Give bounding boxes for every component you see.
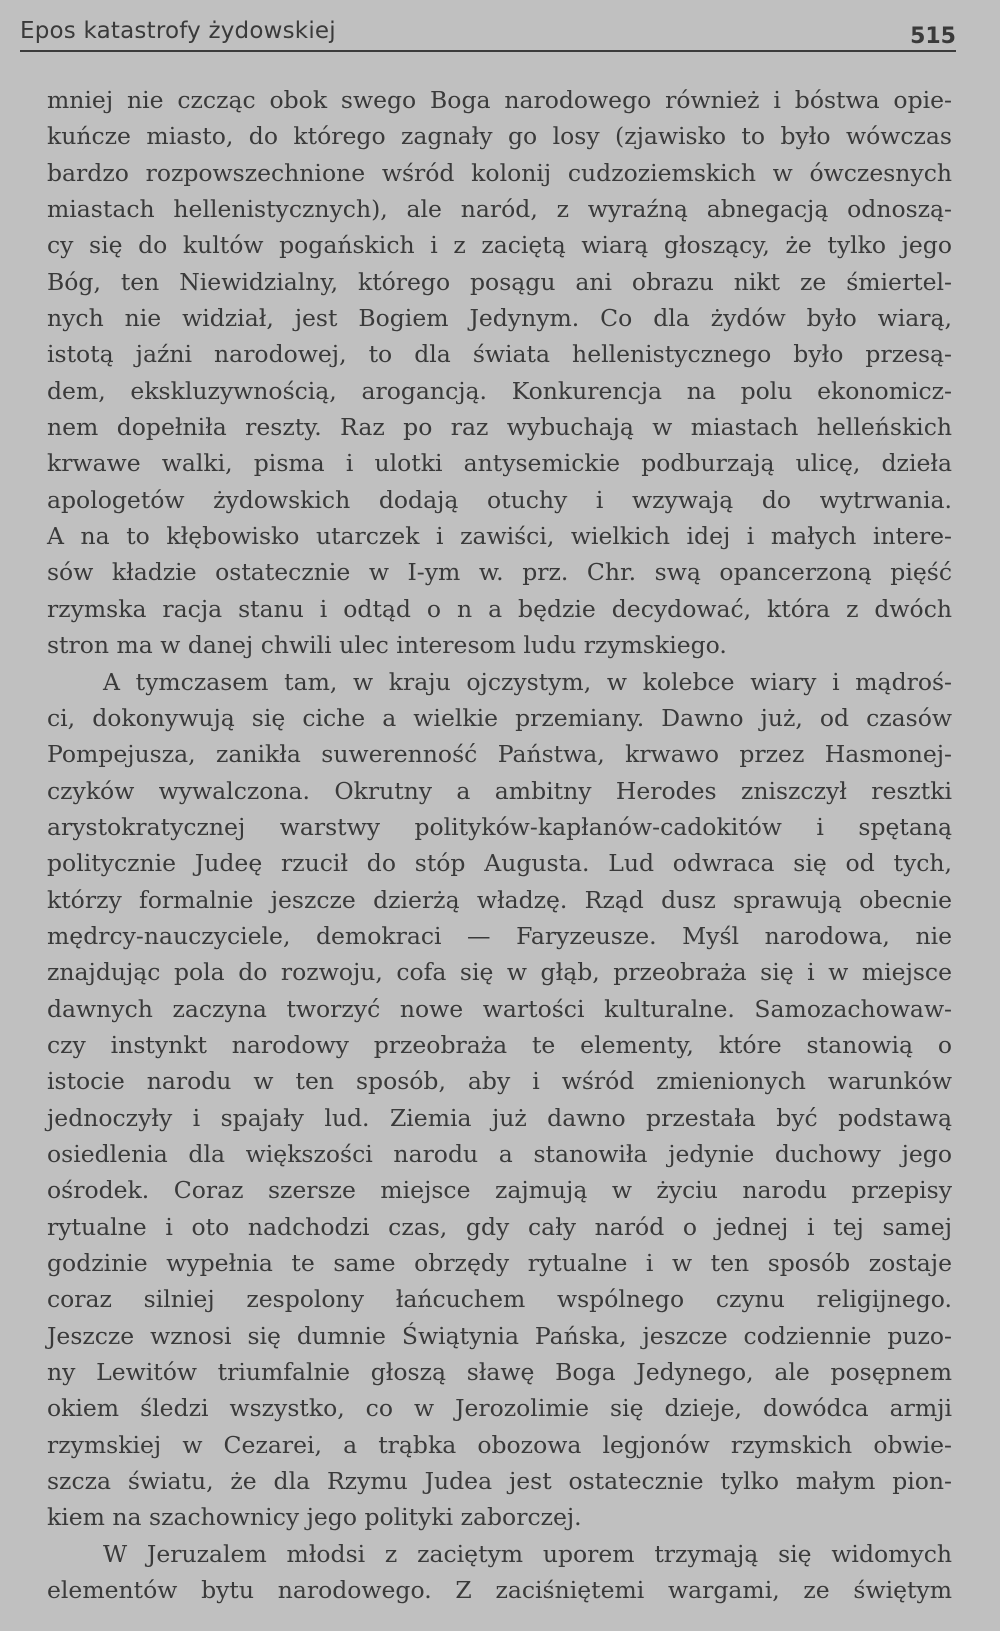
text-line: istotą jaźni narodowej, to dla świata hellenistycznego było przesą- [47, 340, 952, 369]
text-line: kuńcze miasto, do którego zagnały go losy (zjawisko to było wówczas [47, 122, 952, 151]
text-line: dawnych zaczyna tworzyć nowe wartości kulturalne. Samozachowaw- [47, 994, 952, 1023]
running-head-title: Epos katastrofy żydowskiej [20, 18, 336, 44]
body-text [47, 82, 952, 1608]
text-line: którzy formalnie jeszcze dzierżą władzę. Rząd dusz sprawują obecnie [47, 885, 952, 914]
text-line: Pompejusza, zanikła suwerenność Państwa, krwawo przez Hasmonej- [47, 740, 952, 769]
text-line: A tymczasem tam, w kraju ojczystym, w kolebce wiary i mądroś- [103, 667, 952, 696]
text-line: Jeszcze wznosi się dumnie Świątynia Pańska, jeszcze codziennie puzo- [47, 1321, 952, 1350]
text-line: istocie narodu w ten sposób, aby i wśród zmienionych warunków [47, 1067, 952, 1096]
running-head [20, 14, 956, 52]
text-line: jednoczyły i spajały lud. Ziemia już dawno przestała być podstawą [47, 1103, 952, 1132]
text-line: krwawe walki, pisma i ulotki antysemickie podburzają ulicę, dzieła [47, 449, 952, 478]
text-line: mędrcy-nauczyciele, demokraci — Faryzeusze. Myśl narodowa, nie [47, 921, 952, 950]
text-line: sów kładzie ostatecznie w I-ym w. prz. Chr. swą opancerzoną pięść [47, 558, 952, 587]
text-line: miastach hellenistycznych), ale naród, z wyraźną abnegacją odnoszą- [47, 195, 952, 224]
text-line: osiedlenia dla większości narodu a stanowiła jedynie duchowy jego [47, 1139, 952, 1168]
text-line: rzymskiej w Cezarei, a trąbka obozowa legjonów rzymskich obwie- [47, 1430, 952, 1459]
text-line: godzinie wypełnia te same obrzędy rytualne i w ten sposób zostaje [47, 1249, 952, 1277]
text-line: apologetów żydowskich dodają otuchy i wzywają do wytrwania. [47, 485, 952, 514]
text-line: W Jeruzalem młodsi z zaciętym uporem trzymają się widomych [103, 1539, 952, 1568]
text-line: ci, dokonywują się ciche a wielkie przemiany. Dawno już, od czasów [47, 703, 952, 732]
text-line: Bóg, ten Niewidzialny, którego posągu ani obrazu nikt ze śmiertel- [47, 267, 952, 296]
text-line: kiem na szachownicy jego polityki zaborczej. [47, 1503, 582, 1532]
text-line: dem, ekskluzywnością, arogancją. Konkurencja na polu ekonomicz- [47, 376, 952, 405]
text-line: okiem śledzi wszystko, co w Jerozolimie się dzieje, dowódca armji [47, 1394, 952, 1423]
text-line: szcza światu, że dla Rzymu Judea jest ostatecznie tylko małym pion- [47, 1467, 952, 1496]
text-line: czyków wywalczona. Okrutny a ambitny Herodes zniszczył resztki [47, 776, 952, 805]
text-line: nem dopełniła reszty. Raz po raz wybuchają w miastach helleńskich [47, 413, 952, 442]
text-line: mniej nie czcząc obok swego Boga narodowego również i bóstwa opie- [47, 86, 952, 114]
text-line: rytualne i oto nadchodzi czas, gdy cały naród o jednej i tej samej [47, 1212, 952, 1241]
text-line: politycznie Judeę rzucił do stóp Augusta. Lud odwraca się od tych, [47, 849, 952, 878]
text-line: elementów bytu narodowego. Z zaciśniętemi wargami, ze świętym [47, 1576, 952, 1605]
text-line: nych nie widział, jest Bogiem Jedynym. Co dla żydów było wiarą, [47, 304, 952, 333]
text-line: rzymska racja stanu i odtąd o n a będzie decydować, która z dwóch [47, 594, 952, 623]
text-line: arystokratycznej warstwy polityków-kapłanów-cadokitów i spętaną [47, 812, 952, 841]
text-line: czy instynkt narodowy przeobraża te elementy, które stanowią o [47, 1030, 952, 1059]
text-line: stron ma w danej chwili ulec interesom ludu rzymskiego. [47, 631, 727, 660]
text-line: A na to kłębowisko utarczek i zawiści, wielkich idej i małych intere- [47, 522, 952, 551]
text-line: ośrodek. Coraz szersze miejsce zajmują w życiu narodu przepisy [47, 1176, 952, 1205]
text-line: cy się do kultów pogańskich i z zaciętą wiarą głoszący, że tylko jego [47, 231, 952, 260]
text-line: bardzo rozpowszechnione wśród kolonij cudzoziemskich w ówczesnych [47, 158, 952, 187]
text-line: znajdując pola do rozwoju, cofa się w głąb, przeobraża się i w miejsce [47, 958, 952, 987]
text-line: coraz silniej zespolony łańcuchem wspólnego czynu religijnego. [47, 1285, 952, 1314]
page-number: 515 [910, 24, 956, 49]
text-line: ny Lewitów triumfalnie głoszą sławę Boga Jedynego, ale posępnem [47, 1358, 952, 1387]
